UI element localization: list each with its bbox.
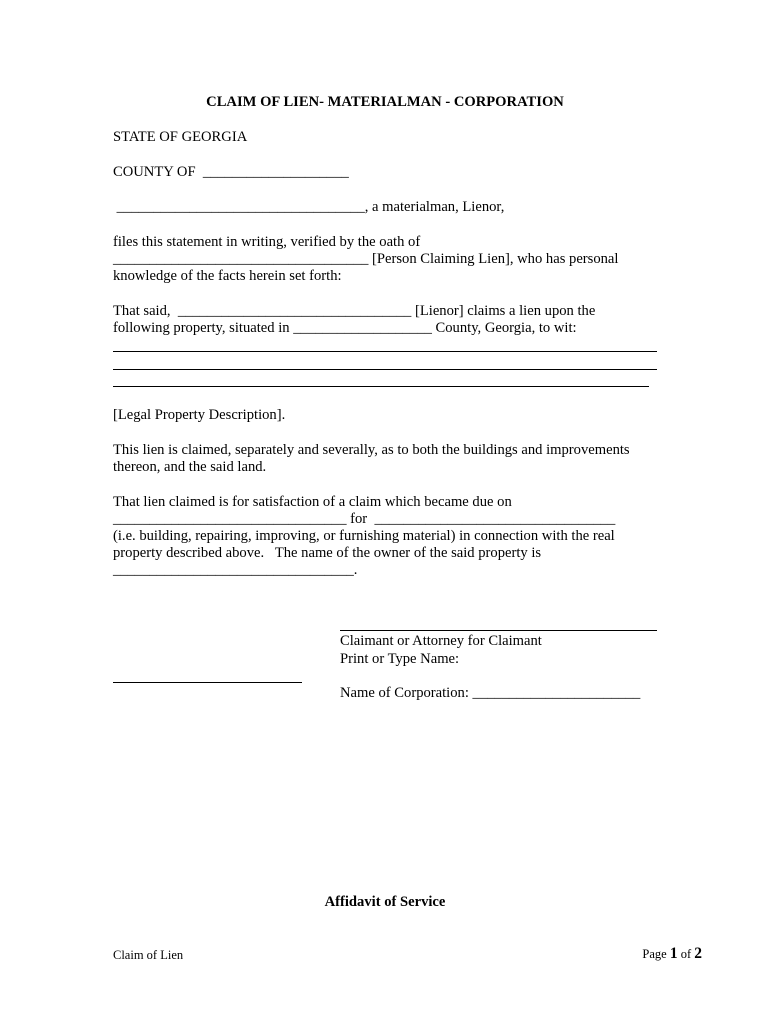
- property-description-rule-2: [113, 369, 657, 370]
- page-total: 2: [694, 945, 702, 962]
- claimant-signature-rule: [340, 630, 657, 631]
- satisfaction-line-3: (i.e. building, repairing, improving, or furnishing material) in connection with the real: [113, 528, 615, 544]
- files-statement-line-2: ___________________________________ [Person Claiming Lien], who has personal: [113, 251, 619, 267]
- page-number: [642, 945, 702, 963]
- print-name-label: Print or Type Name:: [340, 651, 460, 667]
- lien-claimed-line-1: This lien is claimed, separately and severally, as to both the buildings and improvements: [113, 442, 630, 458]
- property-description-rule-1: [113, 351, 657, 352]
- lienor-line: __________________________________, a materialman, Lienor,: [113, 199, 505, 215]
- page-of: of: [677, 947, 695, 961]
- corporation-name-line: Name of Corporation: _______________________: [340, 685, 641, 701]
- footer-document-name: Claim of Lien: [113, 948, 184, 962]
- page-current: 1: [669, 945, 678, 962]
- satisfaction-line-5: _________________________________.: [113, 562, 358, 578]
- lien-claimed-line-2: thereon, and the said land.: [113, 459, 267, 475]
- that-said-line-2: following property, situated in ___________________ County, Georgia, to wit:: [113, 320, 577, 336]
- files-statement-line-3: knowledge of the facts herein set forth:: [113, 268, 342, 284]
- property-description-rule-3: [113, 386, 649, 387]
- files-statement-line-1: files this statement in writing, verified by the oath of: [113, 234, 421, 250]
- satisfaction-line-1: That lien claimed is for satisfaction of a claim which became due on: [113, 494, 512, 510]
- affidavit-heading: Affidavit of Service: [324, 894, 446, 910]
- satisfaction-line-2: ________________________________ for _________________________________: [113, 511, 616, 527]
- date-signature-rule: [113, 682, 302, 683]
- satisfaction-line-4: property described above. The name of the owner of the said property is: [113, 545, 542, 561]
- state-line: STATE OF GEORGIA: [113, 129, 248, 145]
- county-line: COUNTY OF ____________________: [113, 164, 349, 180]
- claimant-signature-label: Claimant or Attorney for Claimant: [340, 633, 542, 649]
- document-title: CLAIM OF LIEN- MATERIALMAN - CORPORATION: [206, 94, 564, 110]
- legal-property-description: [Legal Property Description].: [113, 407, 286, 423]
- that-said-line-1: That said, ________________________________ [Lienor] claims a lien upon the: [113, 303, 596, 319]
- page-prefix: Page: [642, 947, 670, 961]
